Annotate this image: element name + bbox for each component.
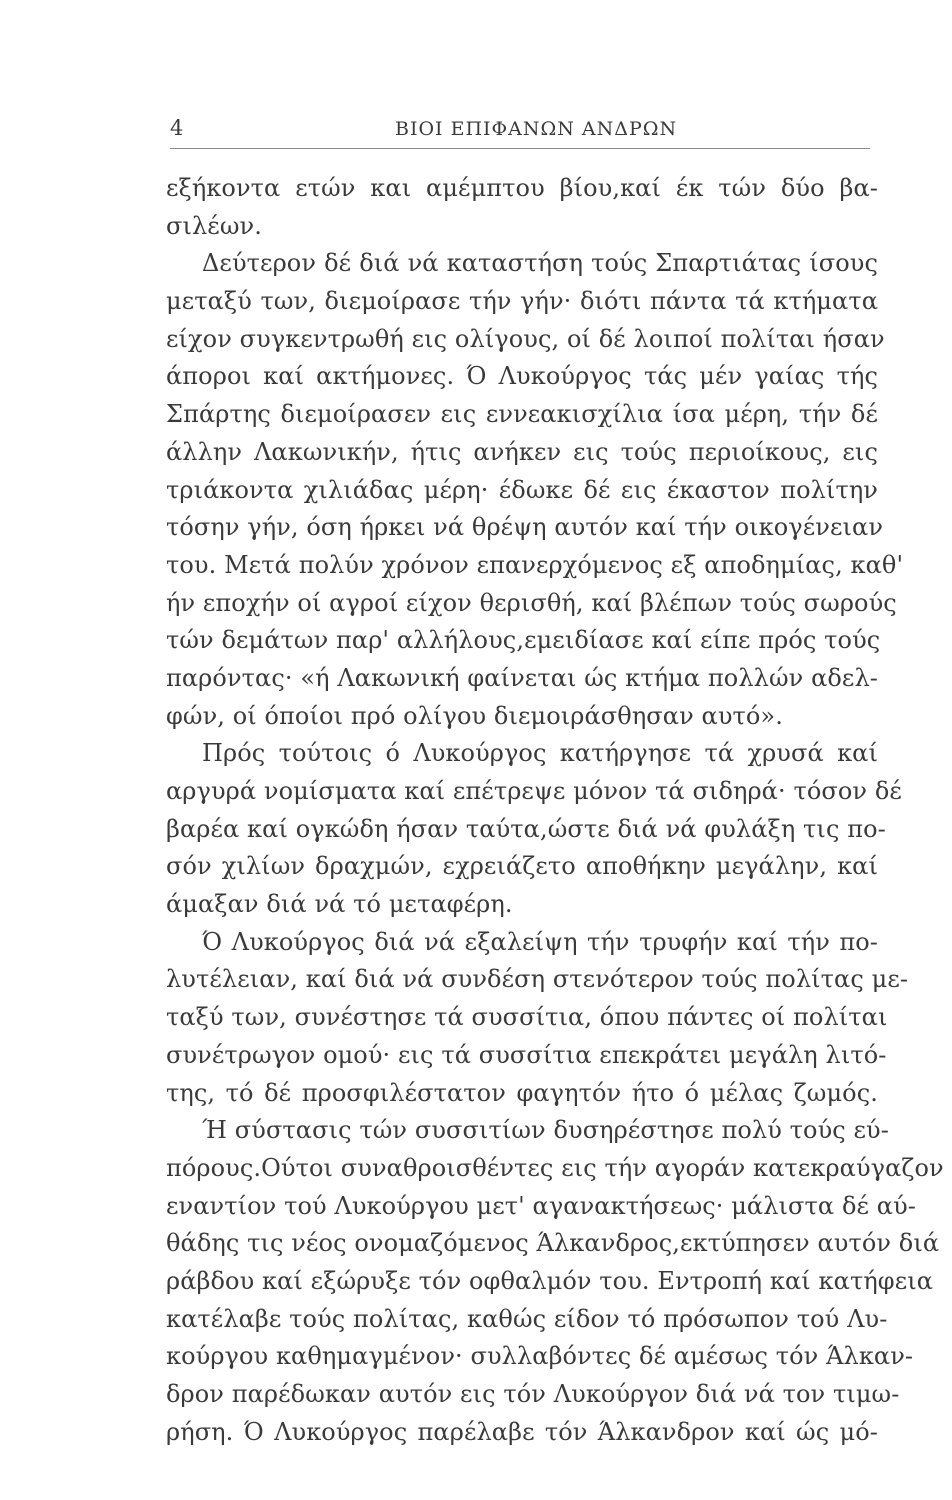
header-rule xyxy=(170,148,870,149)
text-line: ράβδου καί εξώρυξε τόν οφθαλμόν του. Εντροπή καί κατήφεια xyxy=(166,1266,934,1295)
text-line: συνέτρωγον ομού· εις τά συσσίτια επεκράτει μεγάλη λιτό- xyxy=(166,1040,887,1069)
text-line: άποροι καί ακτήμονες. Ό Λυκούργος τάς μέν γαίας τής xyxy=(166,362,878,391)
text-line: κατέλαβε τούς πολίτας, καθώς είδον τό πρόσωπον τού Λυ- xyxy=(166,1304,888,1333)
running-head: ΒΙΟΙ ΕΠΙΦΑΝΩΝ ΑΝΔΡΩΝ xyxy=(395,118,678,140)
text-line: σόν χιλίων δραχμών, εχρειάζετο αποθήκην μεγάλην, καί xyxy=(166,852,878,881)
text-line: Ό Λυκούργος διά νά εξαλείψη τήν τρυφήν καί τήν πο- xyxy=(202,927,878,956)
text-line: εναντίον τού Λυκούργου μετ' αγανακτήσεως· μάλιστα δέ αύ- xyxy=(166,1191,916,1220)
text-line: είχον συγκεντρωθή εις ολίγους, οί δέ λοιποί πολίται ήσαν xyxy=(166,324,885,353)
text-line: τών δεμάτων παρ' αλλήλους,εμειδίασε καί είπε πρός τούς xyxy=(166,626,881,655)
text-line: δρον παρέδωκαν αυτόν εις τόν Λυκούργον διά νά τον τιμω- xyxy=(166,1380,900,1408)
text-line: φών, οί όποίοι πρό ολίγου διεμοιράσθησαν αυτό». xyxy=(166,701,783,730)
text-line: άλλην Λακωνικήν, ήτις ανήκεν εις τούς περιοίκους, εις xyxy=(166,437,878,466)
text-line: Δεύτερον δέ διά νά καταστήση τούς Σπαρτιάτας ίσους xyxy=(202,249,878,278)
text-line: ρήση. Ό Λυκούργος παρέλαβε τόν Άλκανδρον καί ώς μό- xyxy=(166,1417,878,1446)
text-line: τριάκοντα χιλιάδας μέρη· έδωκε δέ εις έκαστον πολίτην xyxy=(166,475,878,504)
text-line: της, τό δέ προσφιλέστατον φαγητόν ήτο ό μέλας ζωμός. xyxy=(166,1078,878,1107)
text-line: άμαξαν διά νά τό μεταφέρη. xyxy=(166,890,513,919)
text-line: σιλέων. xyxy=(166,211,262,240)
text-line: Σπάρτης διεμοίρασεν εις εννεακισχίλια ίσα μέρη, τήν δέ xyxy=(166,400,878,429)
text-line: του. Μετά πολύν χρόνον επανερχόμενος εξ αποδημίας, καθ' xyxy=(166,550,904,579)
text-line: τόσην γήν, όση ήρκει νά θρέψη αυτόν καί τήν οικογένειαν xyxy=(166,513,884,542)
text-line: κούργου καθημαγμένον· συλλαβόντες δέ αμέσως τόν Άλκαν- xyxy=(166,1342,914,1371)
text-line: παρόντας· «ή Λακωνική φαίνεται ώς κτήμα πολλών αδελ- xyxy=(166,663,878,692)
text-line: Ή σύστασις τών συσσιτίων δυσηρέστησε πολύ τούς εύ- xyxy=(202,1116,889,1145)
text-line: μεταξύ των, διεμοίρασε τήν γήν· διότι πάντα τά κτήματα xyxy=(166,287,878,316)
text-line: πόρους.Ούτοι συναθροισθέντες εις τήν αγοράν κατεκραύγαζον xyxy=(166,1153,944,1182)
text-line: βαρέα καί ογκώδη ήσαν ταύτα,ώστε διά νά φυλάξη τις πο- xyxy=(166,814,886,843)
text-line: αργυρά νομίσματα καί επέτρεψε μόνον τά σιδηρά· τόσον δέ xyxy=(166,777,902,805)
text-line: λυτέλειαν, καί διά νά συνδέση στενότερον τούς πολίτας με- xyxy=(166,965,909,994)
text-line: Πρός τούτοις ό Λυκούργος κατήργησε τά χρυσά καί xyxy=(202,739,878,768)
page-header xyxy=(170,112,880,152)
text-line: εξήκοντα ετών και αμέμπτου βίου,καί έκ τών δύο βα- xyxy=(166,174,878,202)
text-line: θάδης τις νέος ονομαζόμενος Άλκανδρος,εκτύπησεν αυτόν διά xyxy=(166,1229,940,1258)
text-line: ταξύ των, συνέστησε τά συσσίτια, όπου πάντες οί πολίται xyxy=(166,1003,888,1032)
page-number: 4 xyxy=(170,116,184,140)
body-text xyxy=(166,170,944,1451)
text-line: ήν εποχήν οί αγροί είχον θερισθή, καί βλέπων τούς σωρούς xyxy=(166,588,897,617)
